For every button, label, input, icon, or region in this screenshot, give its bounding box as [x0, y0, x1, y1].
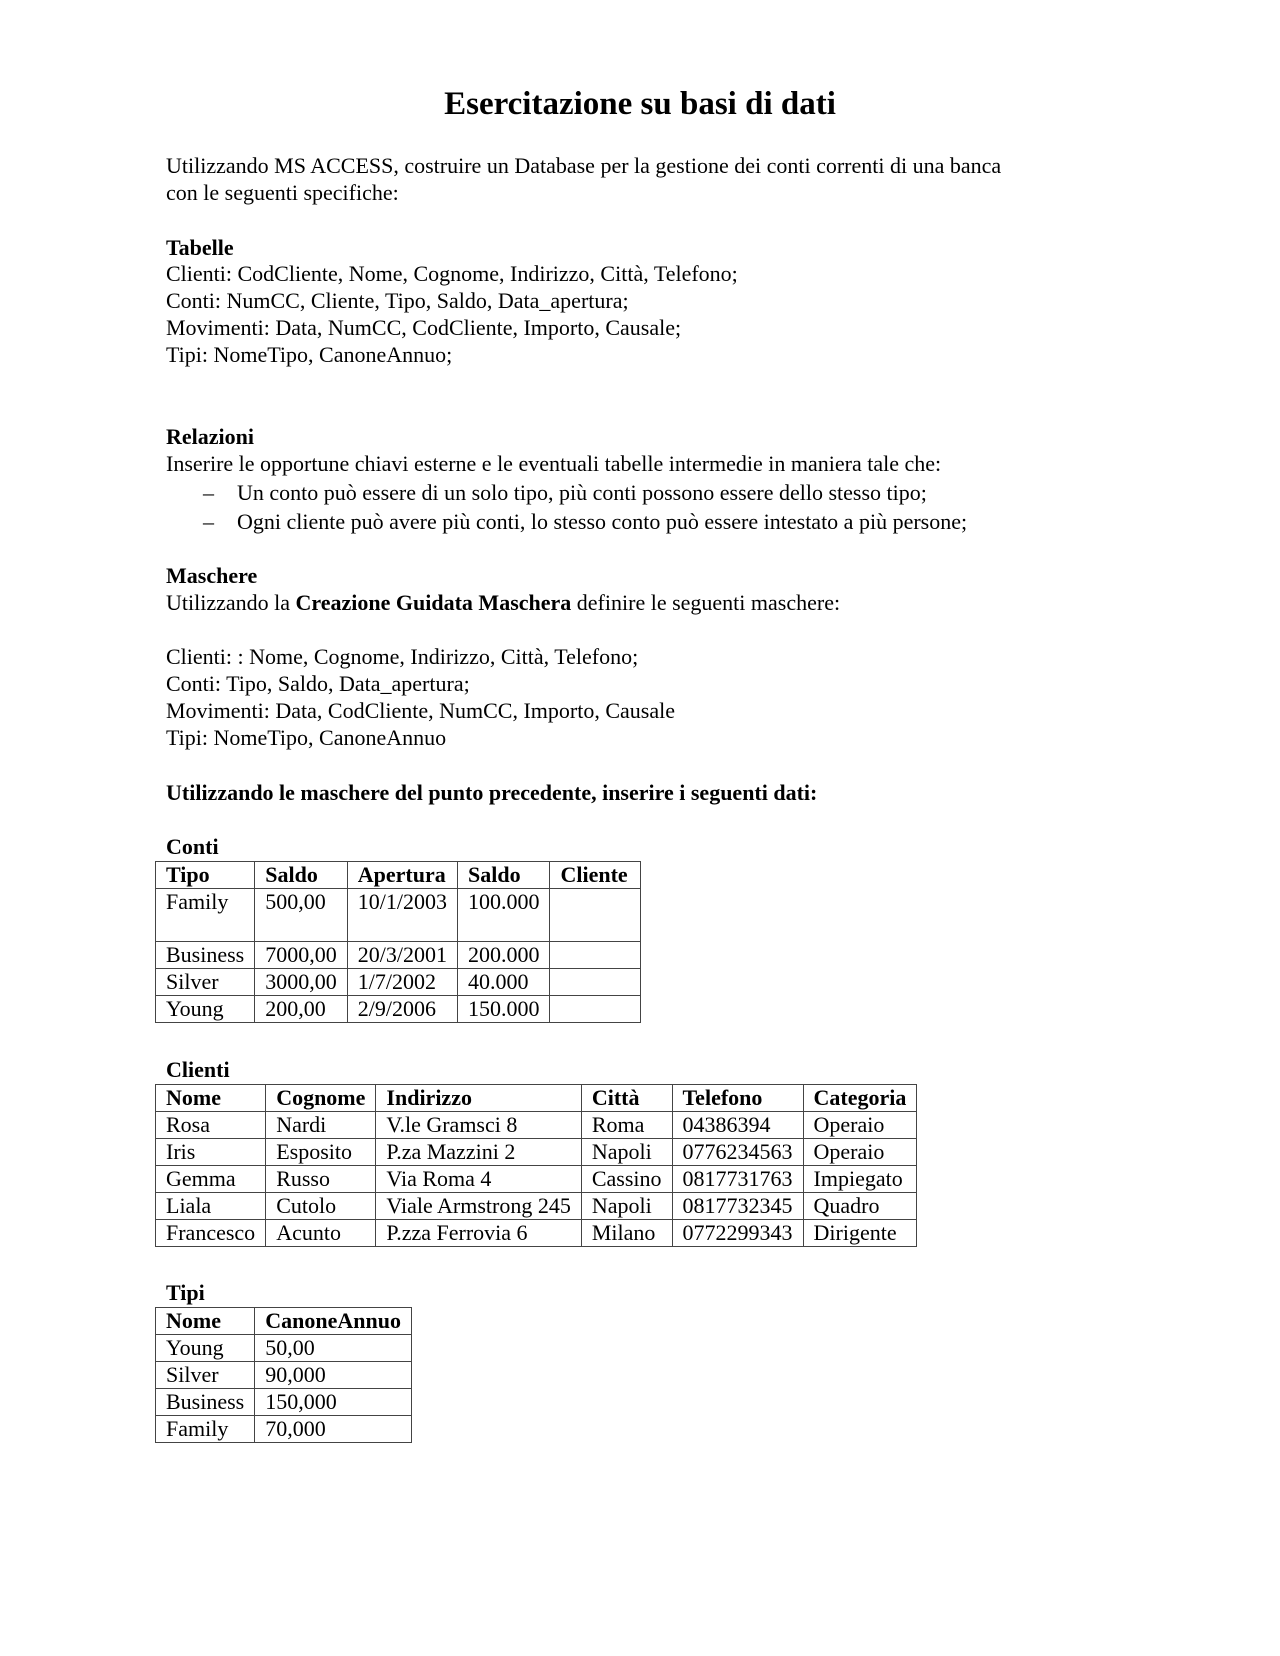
table-cell: 3000,00	[255, 969, 348, 996]
table-row	[156, 1139, 917, 1166]
table-header-row	[156, 1085, 917, 1112]
tabelle-heading: Tabelle	[166, 235, 234, 260]
table-cell: Liala	[156, 1193, 266, 1220]
table-cell: 0817731763	[672, 1166, 803, 1193]
table-cell: Via Roma 4	[376, 1166, 581, 1193]
table-cell: Quadro	[803, 1193, 917, 1220]
table-cell: Francesco	[156, 1220, 266, 1247]
table-cell: P.zza Ferrovia 6	[376, 1220, 581, 1247]
column-header: Apertura	[347, 862, 457, 889]
table-cell: Roma	[581, 1112, 672, 1139]
table-row	[156, 942, 641, 969]
table-cell: Impiegato	[803, 1166, 917, 1193]
table-cell: Young	[156, 1335, 255, 1362]
table-cell: Cassino	[581, 1166, 672, 1193]
table-row	[156, 1362, 412, 1389]
table-cell: 0817732345	[672, 1193, 803, 1220]
table-cell	[550, 889, 641, 942]
table-cell: 100.000	[457, 889, 550, 942]
table-cell	[550, 996, 641, 1023]
table-row	[156, 1220, 917, 1247]
table-row	[156, 969, 641, 996]
table-cell: 200.000	[457, 942, 550, 969]
table-cell: 2/9/2006	[347, 996, 457, 1023]
maschere-line: Tipi: NomeTipo, CanoneAnnuo	[166, 725, 447, 750]
intro-line-1: Utilizzando MS ACCESS, costruire un Database per la gestione dei conti correnti di una banca	[166, 153, 1002, 178]
table-cell: Young	[156, 996, 255, 1023]
maschere-heading: Maschere	[166, 563, 258, 588]
table-cell: Milano	[581, 1220, 672, 1247]
relazioni-bullet: Ogni cliente può avere più conti, lo stesso conto può essere intestato a più persone;	[237, 509, 968, 534]
maschere-text-pre: Utilizzando la	[166, 590, 296, 615]
tipi-caption: Tipi	[166, 1280, 205, 1305]
column-header: Categoria	[803, 1085, 917, 1112]
relazioni-bullet: Un conto può essere di un solo tipo, più conti possono essere dello stesso tipo;	[237, 480, 927, 505]
column-header: Nome	[156, 1085, 266, 1112]
table-cell: 200,00	[255, 996, 348, 1023]
table-cell: 150.000	[457, 996, 550, 1023]
column-header: Nome	[156, 1308, 255, 1335]
table-row	[156, 1335, 412, 1362]
table-cell: 10/1/2003	[347, 889, 457, 942]
conti-caption: Conti	[166, 834, 219, 859]
table-cell: P.za Mazzini 2	[376, 1139, 581, 1166]
column-header: CanoneAnnuo	[255, 1308, 412, 1335]
bullet-dash: –	[203, 480, 214, 505]
bullet-dash: –	[203, 509, 214, 534]
table-cell: Business	[156, 1389, 255, 1416]
table-cell: Russo	[266, 1166, 376, 1193]
tipi-table	[155, 1307, 412, 1443]
table-cell: 90,000	[255, 1362, 412, 1389]
page-title: Esercitazione su basi di dati	[444, 86, 836, 122]
table-row	[156, 996, 641, 1023]
maschere-line: Conti: Tipo, Saldo, Data_apertura;	[166, 671, 470, 696]
maschere-text	[166, 589, 840, 616]
column-header: Saldo	[457, 862, 550, 889]
column-header: Saldo	[255, 862, 348, 889]
tabelle-line: Clienti: CodCliente, Nome, Cognome, Indirizzo, Città, Telefono;	[166, 261, 738, 286]
table-cell: Gemma	[156, 1166, 266, 1193]
table-header-row	[156, 862, 641, 889]
maschere-text-post: definire le seguenti maschere:	[571, 590, 841, 615]
table-row	[156, 1416, 412, 1443]
table-cell: 1/7/2002	[347, 969, 457, 996]
table-cell: 0776234563	[672, 1139, 803, 1166]
table-cell: Family	[156, 889, 255, 942]
table-cell: 04386394	[672, 1112, 803, 1139]
relazioni-heading: Relazioni	[166, 424, 254, 449]
table-cell: 500,00	[255, 889, 348, 942]
table-cell: 20/3/2001	[347, 942, 457, 969]
table-cell: 70,000	[255, 1416, 412, 1443]
maschere-line: Movimenti: Data, CodCliente, NumCC, Importo, Causale	[166, 698, 675, 723]
column-header: Cognome	[266, 1085, 376, 1112]
column-header: Telefono	[672, 1085, 803, 1112]
column-header: Indirizzo	[376, 1085, 581, 1112]
table-cell: Esposito	[266, 1139, 376, 1166]
table-cell: Business	[156, 942, 255, 969]
table-row	[156, 1166, 917, 1193]
table-cell: 150,000	[255, 1389, 412, 1416]
tabelle-line: Tipi: NomeTipo, CanoneAnnuo;	[166, 342, 453, 367]
table-row	[156, 1112, 917, 1139]
relazioni-text: Inserire le opportune chiavi esterne e le eventuali tabelle intermedie in maniera tale che:	[166, 451, 942, 476]
column-header: Cliente	[550, 862, 641, 889]
instruction: Utilizzando le maschere del punto precedente, inserire i seguenti dati:	[166, 780, 818, 805]
table-cell: V.le Gramsci 8	[376, 1112, 581, 1139]
table-cell: Acunto	[266, 1220, 376, 1247]
intro-line-2: con le seguenti specifiche:	[166, 180, 399, 205]
column-header: Città	[581, 1085, 672, 1112]
tabelle-line: Conti: NumCC, Cliente, Tipo, Saldo, Data_apertura;	[166, 288, 629, 313]
table-cell: Viale Armstrong 245	[376, 1193, 581, 1220]
table-cell: Napoli	[581, 1139, 672, 1166]
table-cell: Napoli	[581, 1193, 672, 1220]
table-row	[156, 889, 641, 942]
table-cell: Operaio	[803, 1112, 917, 1139]
table-cell: Iris	[156, 1139, 266, 1166]
table-cell	[550, 942, 641, 969]
table-row	[156, 1193, 917, 1220]
table-cell: Operaio	[803, 1139, 917, 1166]
table-cell: 7000,00	[255, 942, 348, 969]
column-header: Tipo	[156, 862, 255, 889]
table-cell: Nardi	[266, 1112, 376, 1139]
table-cell: Silver	[156, 969, 255, 996]
table-cell: Silver	[156, 1362, 255, 1389]
conti-table	[155, 861, 641, 1023]
clienti-caption: Clienti	[166, 1057, 230, 1082]
table-header-row	[156, 1308, 412, 1335]
clienti-table	[155, 1084, 917, 1247]
table-cell: Rosa	[156, 1112, 266, 1139]
table-row	[156, 1389, 412, 1416]
table-cell: 0772299343	[672, 1220, 803, 1247]
table-cell: 50,00	[255, 1335, 412, 1362]
tabelle-line: Movimenti: Data, NumCC, CodCliente, Importo, Causale;	[166, 315, 682, 340]
table-cell	[550, 969, 641, 996]
maschere-line: Clienti: : Nome, Cognome, Indirizzo, Città, Telefono;	[166, 644, 639, 669]
table-cell: Cutolo	[266, 1193, 376, 1220]
table-cell: 40.000	[457, 969, 550, 996]
table-cell: Family	[156, 1416, 255, 1443]
maschere-text-bold: Creazione Guidata Maschera	[295, 590, 572, 615]
table-cell: Dirigente	[803, 1220, 917, 1247]
